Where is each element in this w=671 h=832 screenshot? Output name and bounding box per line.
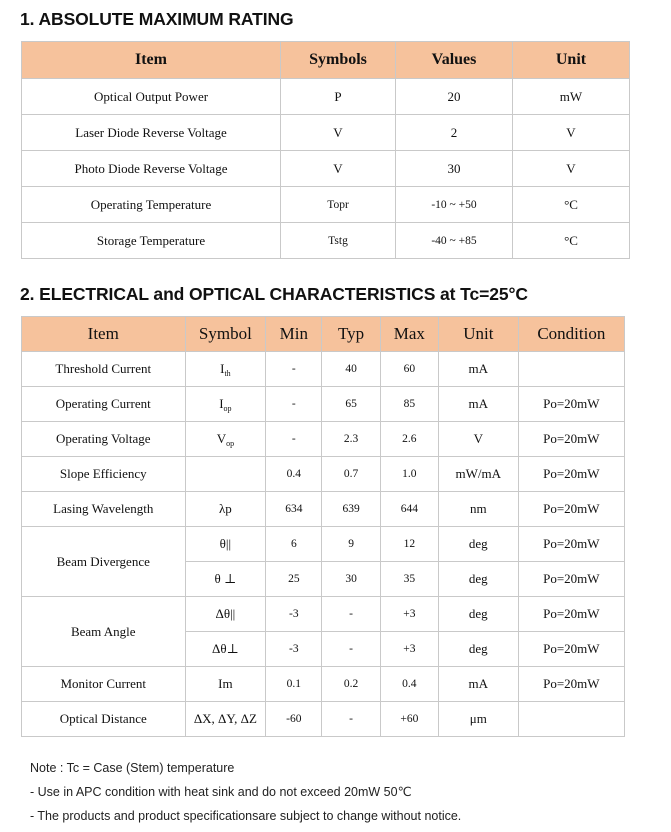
cell-unit: deg: [438, 527, 518, 562]
cell-value: 30: [396, 151, 513, 187]
cell-item: Photo Diode Reverse Voltage: [22, 151, 281, 187]
table-header-row: [22, 42, 630, 79]
cell-min: 634: [266, 492, 322, 527]
cell-min: -: [266, 387, 322, 422]
cell-typ: 0.7: [322, 457, 380, 492]
cell-unit: deg: [438, 632, 518, 667]
cell-item: Optical Output Power: [22, 79, 281, 115]
header-symbol: Symbol: [185, 317, 266, 352]
cell-symbol: ΔX, ΔY, ΔZ: [185, 702, 266, 737]
cell-max: 12: [380, 527, 438, 562]
cell-condition: [518, 352, 624, 387]
table-header-row: [22, 317, 625, 352]
cell-min: -: [266, 422, 322, 457]
cell-unit: mA: [438, 667, 518, 702]
cell-typ: 2.3: [322, 422, 380, 457]
cell-item: Beam Angle: [22, 597, 186, 667]
cell-item: Threshold Current: [22, 352, 186, 387]
table-row: [22, 527, 625, 562]
cell-item: Laser Diode Reverse Voltage: [22, 115, 281, 151]
cell-symbol: P: [281, 79, 396, 115]
cell-max: 644: [380, 492, 438, 527]
cell-typ: 65: [322, 387, 380, 422]
header-symbols: Symbols: [281, 42, 396, 79]
table-row: [22, 151, 630, 187]
cell-max: 85: [380, 387, 438, 422]
table-row: [22, 115, 630, 151]
cell-condition: Po=20mW: [518, 492, 624, 527]
header-unit: Unit: [513, 42, 630, 79]
header-item: Item: [22, 317, 186, 352]
cell-typ: 40: [322, 352, 380, 387]
symbol-subscript: th: [224, 369, 231, 378]
cell-condition: Po=20mW: [518, 387, 624, 422]
cell-unit: mW/mA: [438, 457, 518, 492]
cell-unit: V: [513, 151, 630, 187]
note-line: - Use in APC condition with heat sink and do not exceed 20mW 50℃: [30, 785, 412, 799]
table-row: [22, 597, 625, 632]
cell-symbol: V: [281, 151, 396, 187]
section2-heading: 2. ELECTRICAL and OPTICAL CHARACTERISTICS at Tc=25°C: [20, 284, 528, 304]
cell-max: +3: [380, 597, 438, 632]
table-row: [22, 79, 630, 115]
table-row: [22, 492, 625, 527]
table-row: [22, 223, 630, 259]
cell-unit: mA: [438, 387, 518, 422]
header-condition: Condition: [518, 317, 624, 352]
cell-typ: 9: [322, 527, 380, 562]
cell-typ: 639: [322, 492, 380, 527]
header-values: Values: [396, 42, 513, 79]
cell-max: +3: [380, 632, 438, 667]
cell-min: -3: [266, 597, 322, 632]
table-row: [22, 387, 625, 422]
cell-max: 0.4: [380, 667, 438, 702]
cell-min: -3: [266, 632, 322, 667]
cell-item: Operating Temperature: [22, 187, 281, 223]
cell-item: Storage Temperature: [22, 223, 281, 259]
header-max: Max: [380, 317, 438, 352]
cell-min: 0.1: [266, 667, 322, 702]
cell-symbol: V: [281, 115, 396, 151]
cell-unit: °C: [513, 187, 630, 223]
cell-unit: nm: [438, 492, 518, 527]
header-typ: Typ: [322, 317, 380, 352]
header-item: Item: [22, 42, 281, 79]
cell-item: Operating Voltage: [22, 422, 186, 457]
cell-item: Beam Divergence: [22, 527, 186, 597]
symbol-main: I: [219, 396, 224, 411]
cell-condition: Po=20mW: [518, 597, 624, 632]
cell-max: +60: [380, 702, 438, 737]
cell-typ: 0.2: [322, 667, 380, 702]
cell-typ: 30: [322, 562, 380, 597]
cell-unit: V: [513, 115, 630, 151]
cell-symbol: Topr: [281, 187, 396, 223]
cell-symbol: [185, 457, 266, 492]
cell-min: -60: [266, 702, 322, 737]
table-row: [22, 457, 625, 492]
cell-unit: μm: [438, 702, 518, 737]
cell-max: 2.6: [380, 422, 438, 457]
symbol-subscript: op: [226, 439, 235, 448]
cell-symbol: [185, 422, 266, 457]
table-row: [22, 352, 625, 387]
table-row: [22, 422, 625, 457]
cell-typ: -: [322, 597, 380, 632]
cell-max: 1.0: [380, 457, 438, 492]
cell-unit: V: [438, 422, 518, 457]
cell-condition: [518, 702, 624, 737]
cell-symbol: [185, 352, 266, 387]
table-row: [22, 667, 625, 702]
cell-min: 6: [266, 527, 322, 562]
cell-condition: Po=20mW: [518, 667, 624, 702]
cell-symbol: λp: [185, 492, 266, 527]
cell-unit: deg: [438, 562, 518, 597]
cell-condition: Po=20mW: [518, 562, 624, 597]
cell-symbol: Im: [185, 667, 266, 702]
cell-value: -40 ~ +85: [396, 223, 513, 259]
cell-symbol: Δθ⊥: [185, 632, 266, 667]
cell-item: Monitor Current: [22, 667, 186, 702]
cell-min: -: [266, 352, 322, 387]
section1-heading: 1. ABSOLUTE MAXIMUM RATING: [20, 9, 294, 29]
symbol-main: V: [216, 431, 227, 446]
cell-max: 60: [380, 352, 438, 387]
cell-value: -10 ~ +50: [396, 187, 513, 223]
cell-condition: Po=20mW: [518, 527, 624, 562]
cell-min: 25: [266, 562, 322, 597]
cell-symbol: θ ⊥: [185, 562, 266, 597]
electrical-optical-characteristics-table: [21, 316, 625, 737]
header-min: Min: [266, 317, 322, 352]
cell-condition: Po=20mW: [518, 457, 624, 492]
cell-symbol: θ||: [185, 527, 266, 562]
header-unit: Unit: [438, 317, 518, 352]
cell-symbol: Tstg: [281, 223, 396, 259]
table-row: [22, 702, 625, 737]
cell-value: 2: [396, 115, 513, 151]
symbol-main: I: [220, 361, 225, 376]
cell-condition: Po=20mW: [518, 632, 624, 667]
cell-unit: deg: [438, 597, 518, 632]
absolute-maximum-rating-table: [21, 41, 630, 259]
cell-unit: mA: [438, 352, 518, 387]
cell-item: Lasing Wavelength: [22, 492, 186, 527]
cell-max: 35: [380, 562, 438, 597]
cell-item: Slope Efficiency: [22, 457, 186, 492]
symbol-subscript: op: [223, 404, 232, 413]
note-line: - The products and product specificationsare subject to change without notice.: [30, 809, 462, 823]
cell-unit: °C: [513, 223, 630, 259]
cell-value: 20: [396, 79, 513, 115]
cell-condition: Po=20mW: [518, 422, 624, 457]
cell-typ: -: [322, 702, 380, 737]
cell-symbol: [185, 387, 266, 422]
note-line: Note : Tc = Case (Stem) temperature: [30, 761, 235, 775]
cell-typ: -: [322, 632, 380, 667]
notes-block: [30, 756, 461, 828]
cell-min: 0.4: [266, 457, 322, 492]
cell-symbol: Δθ||: [185, 597, 266, 632]
cell-item: Operating Current: [22, 387, 186, 422]
cell-unit: mW: [513, 79, 630, 115]
cell-item: Optical Distance: [22, 702, 186, 737]
table-row: [22, 187, 630, 223]
